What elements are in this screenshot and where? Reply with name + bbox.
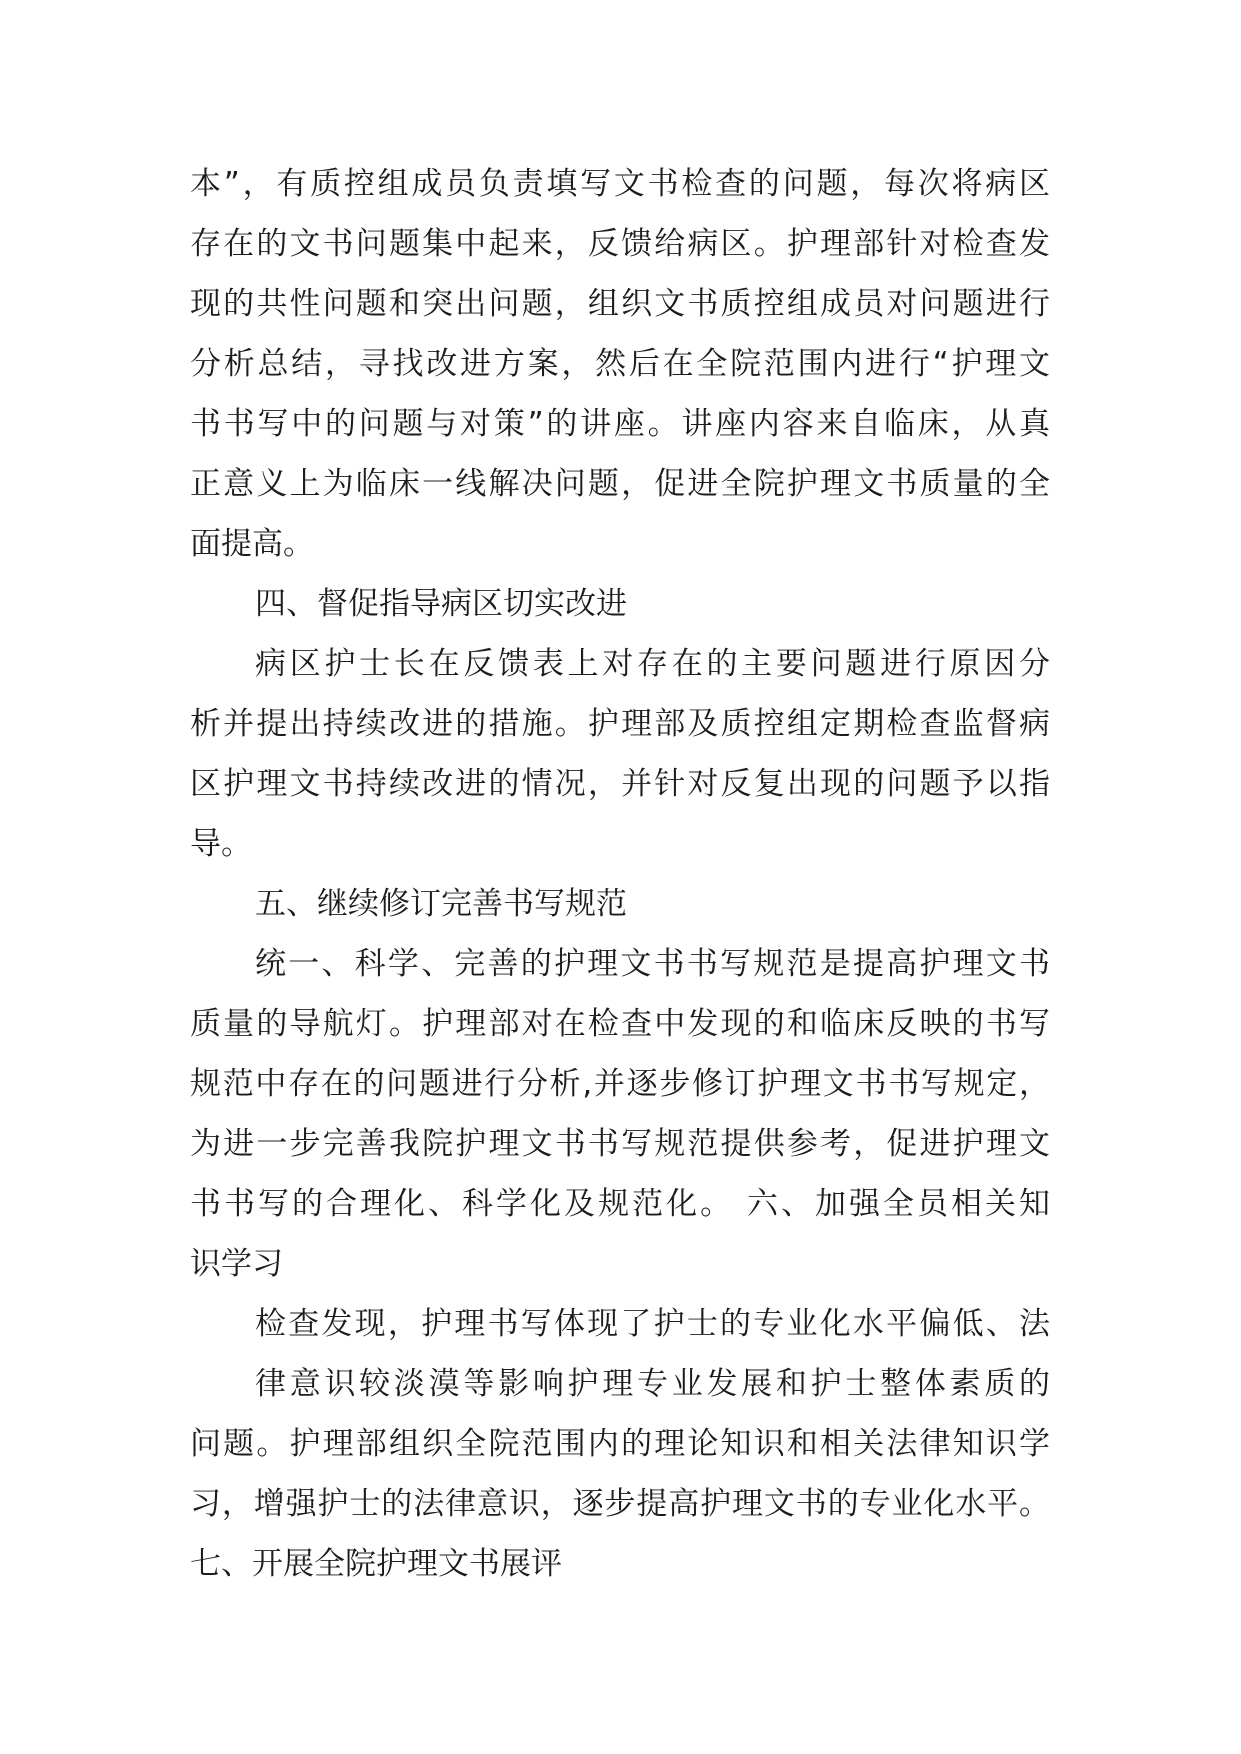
body-text-line: 析并提出持续改进的措施。护理部及质控组定期检查监督病 <box>190 706 1050 742</box>
body-text-line: 问题。护理部组织全院范围内的理论知识和相关法律知识学 <box>190 1426 1050 1462</box>
body-text-line: 面提高。 <box>190 526 314 562</box>
section-heading: 七、开展全院护理文书展评 <box>190 1546 562 1582</box>
body-text-line: 导。 <box>190 826 252 862</box>
body-text-line: 习，增强护士的法律意识，逐步提高护理文书的专业化水平。 <box>190 1486 1050 1522</box>
body-text-line: 现的共性问题和突出问题，组织文书质控组成员对问题进行 <box>190 286 1050 322</box>
body-text-line: 正意义上为临床一线解决问题，促进全院护理文书质量的全 <box>190 466 1050 502</box>
body-text-line: 存在的文书问题集中起来，反馈给病区。护理部针对检查发 <box>190 226 1050 262</box>
body-text-line: 病区护士长在反馈表上对存在的主要问题进行原因分 <box>255 646 1050 682</box>
body-text-line: 质量的导航灯。护理部对在检查中发现的和临床反映的书写 <box>190 1006 1050 1042</box>
section-heading: 五、继续修订完善书写规范 <box>255 886 627 922</box>
body-text-line: 书书写中的问题与对策”的讲座。讲座内容来自临床，从真 <box>190 406 1050 442</box>
body-text-line: 规范中存在的问题进行分析,并逐步修订护理文书书写规定， <box>190 1066 1050 1102</box>
body-text-line: 本”，有质控组成员负责填写文书检查的问题，每次将病区 <box>190 166 1050 202</box>
body-text-line: 识学习 <box>190 1246 283 1282</box>
body-text-line: 律意识较淡漠等影响护理专业发展和护士整体素质的 <box>255 1366 1050 1402</box>
body-text-line: 为进一步完善我院护理文书书写规范提供参考，促进护理文 <box>190 1126 1050 1162</box>
body-text-line: 统一、科学、完善的护理文书书写规范是提高护理文书 <box>255 946 1050 982</box>
section-heading: 四、督促指导病区切实改进 <box>255 586 627 622</box>
body-text-line: 区护理文书持续改进的情况，并针对反复出现的问题予以指 <box>190 766 1050 802</box>
body-text-line: 书书写的合理化、科学化及规范化。 六、加强全员相关知 <box>190 1186 1050 1222</box>
body-text-line: 检查发现，护理书写体现了护士的专业化水平偏低、法 <box>255 1306 1050 1342</box>
body-text-line: 分析总结，寻找改进方案，然后在全院范围内进行“护理文 <box>190 346 1050 382</box>
